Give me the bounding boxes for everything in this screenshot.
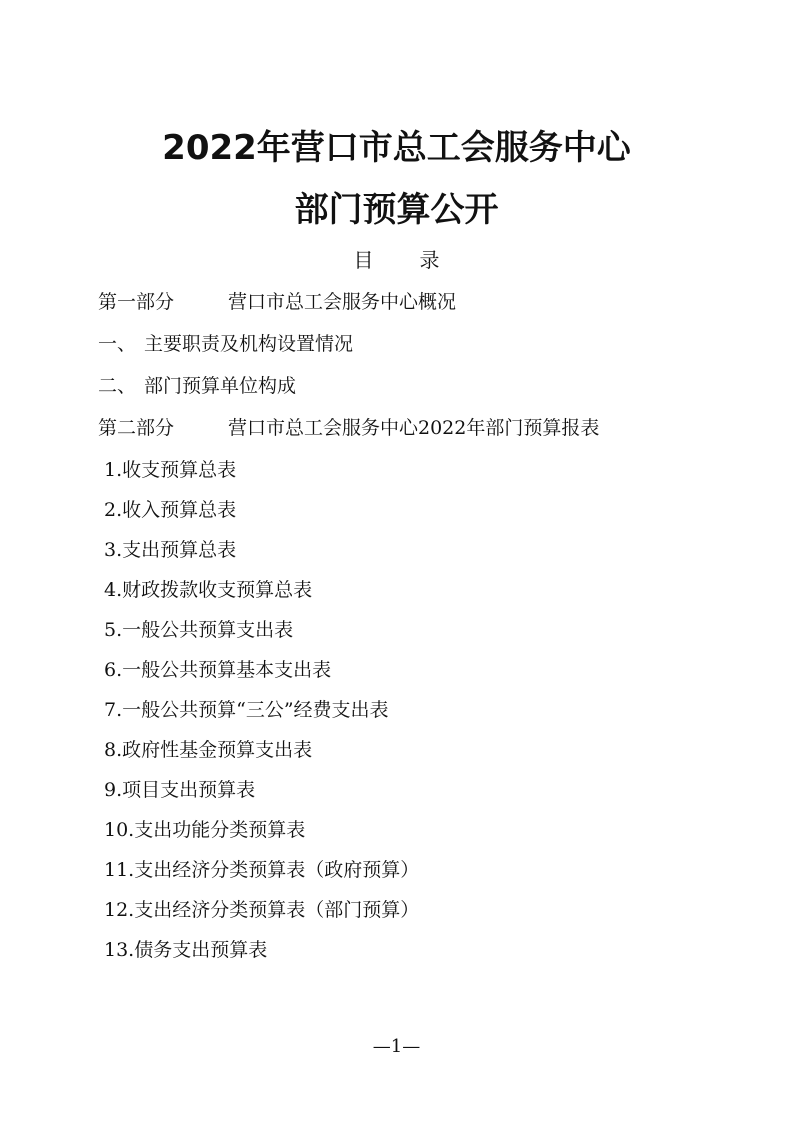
toc-table-item: 6.一般公共预算基本支出表 xyxy=(104,659,332,681)
toc-part1 xyxy=(98,290,456,314)
toc-table-item: 5.一般公共预算支出表 xyxy=(104,619,294,641)
toc-part1-text: 营口市总工会服务中心概况 xyxy=(228,291,457,313)
toc-part2-text: 营口市总工会服务中心2022年部门预算报表 xyxy=(228,417,600,439)
document-title-line2: 部门预算公开 xyxy=(294,190,499,230)
toc-section-1-text: 主要职责及机构设置情况 xyxy=(144,333,354,355)
toc-part2-label: 第二部分 xyxy=(98,417,175,439)
page-number: —1— xyxy=(372,1036,421,1057)
toc-table-item: 8.政府性基金预算支出表 xyxy=(104,739,313,761)
toc-heading-right: 录 xyxy=(419,248,440,272)
toc-table-item: 10.支出功能分类预算表 xyxy=(104,819,306,841)
document-title-line1: 2022年营口市总工会服务中心 xyxy=(162,128,631,168)
toc-section-2-text: 部门预算单位构成 xyxy=(144,375,297,397)
toc-table-item: 2.收入预算总表 xyxy=(104,499,237,521)
toc-table-item: 4.财政拨款收支预算总表 xyxy=(104,579,313,601)
toc-table-item: 1.收支预算总表 xyxy=(104,459,237,481)
toc-part1-label: 第一部分 xyxy=(98,291,175,313)
toc-table-item: 9.项目支出预算表 xyxy=(104,779,256,801)
toc-section-1 xyxy=(98,332,353,356)
toc-table-item: 13.债务支出预算表 xyxy=(104,939,268,961)
toc-section-1-num: 一、 xyxy=(98,333,137,355)
toc-table-item: 11.支出经济分类预算表（政府预算） xyxy=(104,859,420,881)
toc-table-item: 7.一般公共预算“三公”经费支出表 xyxy=(104,699,389,721)
toc-table-item: 3.支出预算总表 xyxy=(104,539,237,561)
toc-part2 xyxy=(98,416,599,440)
toc-heading xyxy=(0,248,793,272)
toc-section-2-num: 二、 xyxy=(98,375,137,397)
toc-section-2 xyxy=(98,374,296,398)
toc-heading-left: 目 xyxy=(353,248,374,272)
toc-table-item: 12.支出经济分类预算表（部门预算） xyxy=(104,899,420,921)
